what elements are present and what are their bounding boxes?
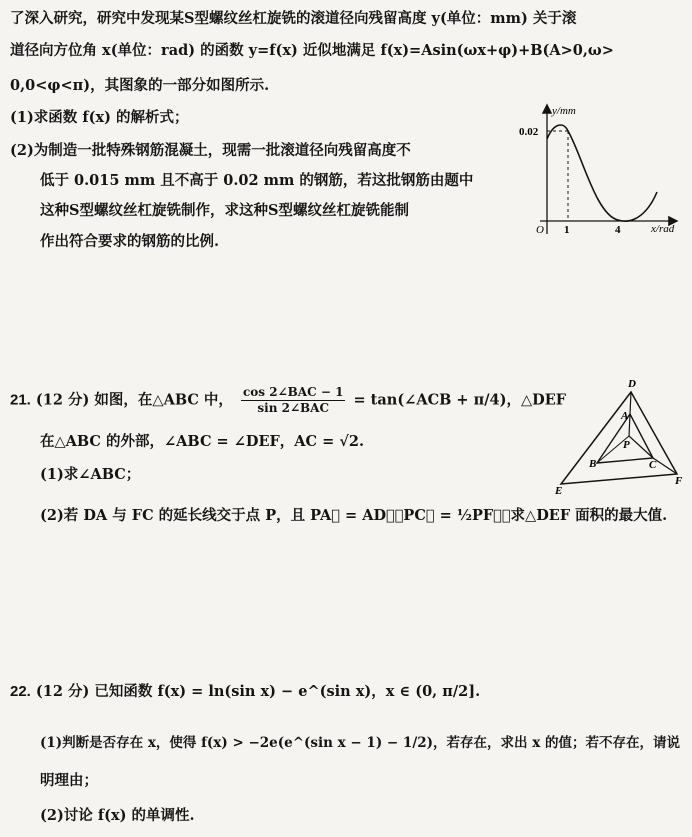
- q21-fraction: [241, 385, 345, 416]
- label-p: P: [623, 439, 630, 451]
- q22-part-2: (2)讨论 f(x) 的单调性.: [40, 807, 195, 824]
- q21-line-2: 在△ABC 的外部，∠ABC = ∠DEF，AC = √2.: [40, 433, 364, 450]
- x-tick-label-4: 4: [615, 224, 621, 236]
- triangle-def: [561, 392, 677, 484]
- q21-part-1: (1)求∠ABC；: [40, 466, 141, 483]
- x-axis-label: x/rad: [651, 223, 675, 235]
- segment-pc: [629, 436, 653, 458]
- q20-line-3: 0,0<φ<π)，其图象的一部分如图所示.: [10, 77, 270, 94]
- q21-fraction-denominator: sin 2∠BAC: [257, 401, 330, 415]
- q22-part-1-line-1: (1)判断是否存在 x，使得 f(x) > −2e(e^(sin x − 1) − 1/2)，若存在，求出 x 的值；若不存在，请说: [40, 735, 680, 751]
- q22-part-1-line-2: 明理由；: [40, 772, 98, 789]
- y-tick-label: 0.02: [519, 126, 539, 138]
- label-e: E: [555, 485, 563, 496]
- segment-cf: [653, 458, 677, 474]
- q20-line-1: 了深入研究，研究中发现某S型螺纹丝杠旋铣的滚道径向残留高度 y(单位：mm) 关于滚: [10, 10, 577, 27]
- label-b: B: [589, 458, 597, 470]
- sine-curve: [547, 125, 657, 221]
- q21-triangle-figure: [553, 374, 685, 496]
- q22-line-1: [10, 682, 480, 702]
- segment-ap: [629, 414, 630, 436]
- label-d: D: [628, 378, 636, 390]
- label-c: C: [649, 459, 657, 471]
- q20-part-1: (1)求函数 f(x) 的解析式；: [10, 109, 189, 126]
- q22-number: 22.: [10, 683, 31, 700]
- q21-number: 21.: [10, 391, 31, 409]
- q20-part-2-line-3: 这种S型螺纹丝杠旋铣制作，求这种S型螺纹丝杠旋铣能制: [40, 202, 409, 219]
- q20-line-2: 道径向方位角 x(单位：rad) 的函数 y=f(x) 近似地满足 f(x)=Asin(ωx+φ)+B(A>0,ω>: [10, 42, 614, 59]
- label-f: F: [675, 475, 683, 487]
- q21-part-2: (2)若 DA 与 FC 的延长线交于点 P，且 PA⃗ = AD⃗，PC⃗ = ½PF⃗，求△DEF 面积的最大值.: [40, 507, 668, 524]
- q20-part-2-line-2: 低于 0.015 mm 且不高于 0.02 mm 的钢筋，若这批钢筋由题中: [40, 172, 474, 189]
- x-tick-label-1: 1: [564, 224, 570, 236]
- q21-fraction-numerator: cos 2∠BAC − 1: [243, 385, 344, 399]
- q20-part-2-line-1: (2)为制造一批特殊钢筋混凝土，现需一批滚道径向残留高度不: [10, 142, 411, 159]
- q21-after-fraction: = tan(∠ACB + π/4)，△DEF: [353, 391, 567, 409]
- y-axis-label: y/mm: [552, 105, 576, 117]
- q21-intro: (12 分) 如图，在△ABC 中，: [35, 391, 233, 409]
- q20-part-2-line-4: 作出符合要求的钢筋的比例.: [40, 233, 220, 250]
- q21-line-1: [10, 385, 566, 416]
- q22-stem: (12 分) 已知函数 f(x) = ln(sin x) − e^(sin x)，x ∈ (0, π/2].: [35, 683, 481, 700]
- label-a: A: [621, 410, 629, 422]
- segment-da: [630, 392, 631, 414]
- q20-function-graph: [518, 100, 684, 240]
- origin-label: O: [536, 224, 544, 236]
